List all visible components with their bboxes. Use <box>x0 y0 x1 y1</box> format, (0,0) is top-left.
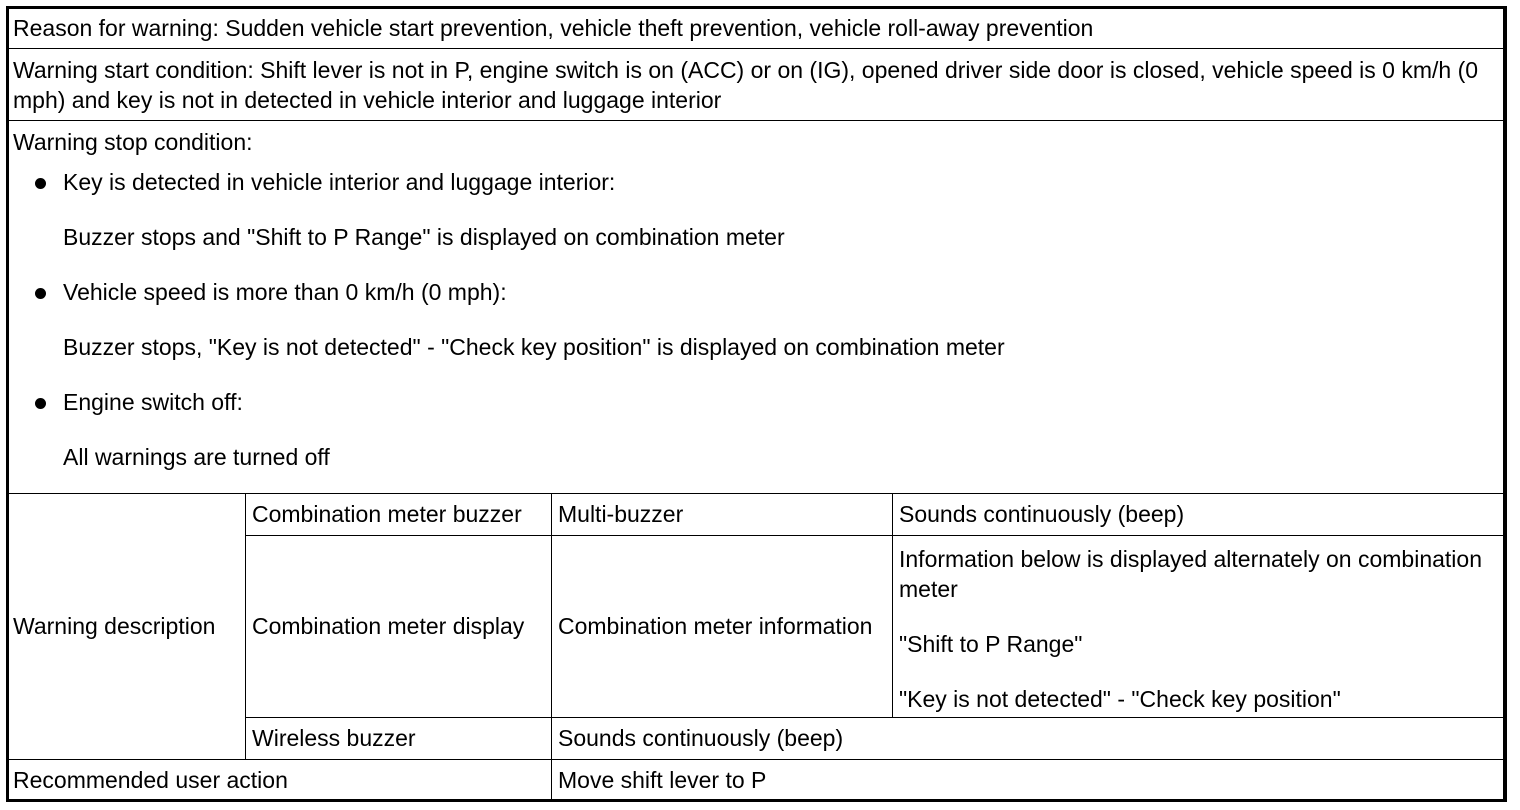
wireless-name-cell: Wireless buzzer <box>246 717 552 759</box>
display-info-line: "Shift to P Range" <box>899 630 1083 657</box>
buzzer-name-cell: Combination meter buzzer <box>246 493 552 535</box>
stop-condition-text: Vehicle speed is more than 0 km/h (0 mph): <box>63 279 507 306</box>
display-name-cell: Combination meter display <box>246 535 552 717</box>
buzzer-behavior-cell: Sounds continuously (beep) <box>893 493 1507 535</box>
stop-condition-result: Buzzer stops, "Key is not detected" - "Check key position" is displayed on combination meter <box>63 334 1005 361</box>
display-type-cell: Combination meter information <box>552 535 893 717</box>
stop-condition-result: All warnings are turned off <box>63 444 330 471</box>
buzzer-type-cell: Multi-buzzer <box>552 493 893 535</box>
warning-description-label: Warning description <box>7 493 246 759</box>
start-condition-cell: Warning start condition: Shift lever is not in P, engine switch is on (ACC) or on (IG), opened driver side door is closed, vehicle speed is 0 km/h (0 mph) and key is not in detected in vehicle interior and luggage interior <box>7 49 1507 121</box>
recommended-action-value: Move shift lever to P <box>552 759 1507 801</box>
stop-condition-text: Key is detected in vehicle interior and luggage interior: <box>63 169 616 196</box>
display-info-line: Information below is displayed alternately on combination meter <box>899 545 1482 602</box>
reason-cell: Reason for warning: Sudden vehicle start prevention, vehicle theft prevention, vehicle roll-away prevention <box>7 7 1507 49</box>
stop-condition-text: Engine switch off: <box>63 389 243 416</box>
wireless-behavior-cell: Sounds continuously (beep) <box>552 717 1507 759</box>
recommended-action-label: Recommended user action <box>7 759 552 801</box>
display-info-line: "Key is not detected" - "Check key position" <box>899 685 1341 712</box>
table-outer-border <box>6 6 1506 802</box>
stop-condition-result: Buzzer stops and "Shift to P Range" is displayed on combination meter <box>63 224 785 251</box>
stop-condition-heading: Warning stop condition: <box>13 129 253 156</box>
